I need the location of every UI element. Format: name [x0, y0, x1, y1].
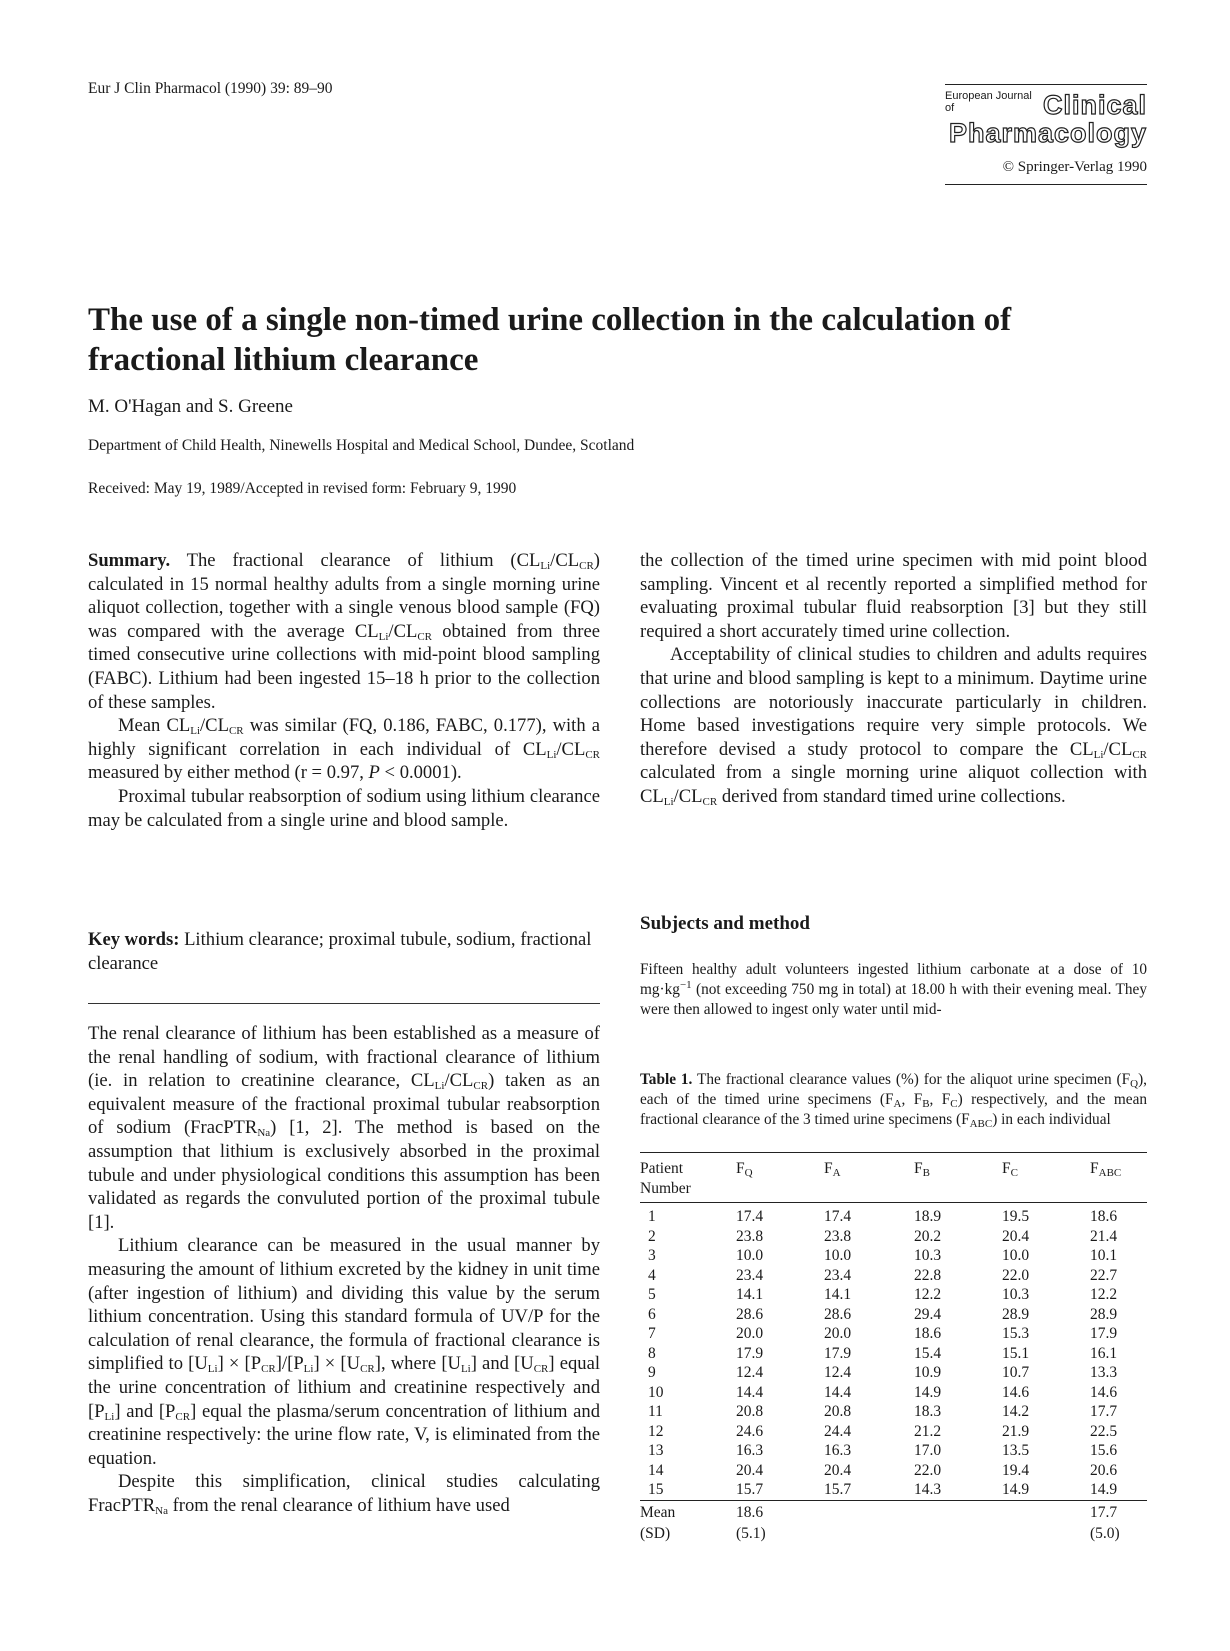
table-row [640, 1344, 1147, 1364]
value-cell: 15.6 [1090, 1442, 1118, 1459]
journal-line-1 [945, 91, 1147, 119]
patient-number-cell: 12 [648, 1422, 664, 1440]
patient-number-cell: 8 [648, 1344, 656, 1362]
mean-fq: 18.6 [736, 1503, 764, 1521]
value-cell: 29.4 [914, 1305, 942, 1323]
table-row [640, 1324, 1147, 1344]
table-row [640, 1305, 1147, 1325]
authors: M. O'Hagan and S. Greene [88, 396, 293, 417]
value-cell: 17.7 [1090, 1403, 1118, 1420]
table-row [640, 1246, 1147, 1266]
summary-paragraph-3: Proximal tubular reabsorption of sodium using lithium clearance may be calculated from a single urine and blood sample. [88, 785, 600, 831]
value-cell: 18.3 [914, 1403, 942, 1420]
value-cell: 18.6 [1090, 1208, 1118, 1225]
fractional-clearance-table [640, 1152, 1147, 1544]
intro-paragraph-3: Despite this simplification, clinical studies calculating FracPTR$_{Na}$ from the renal clearance of lithium have used [88, 1471, 600, 1517]
patient-number-cell: 6 [648, 1305, 656, 1323]
table-row [640, 1203, 1147, 1227]
summary-paragraph-1: Summary. The fractional clearance of lithium $(CL_{Li}/CL_{CR})$ calculated in 15 normal healthy adults from a single morning urine aliquot collection, together with a single venous blood sample (FQ) was compared with the average $CL_{Li}/CL_{CR}$ obtained from three timed consecutive urine collections with mid-point blood sampling (FABC). Lithium had been ingested 15–18 h prior to the collection of these samples. [88, 550, 600, 713]
value-cell: 22.8 [914, 1266, 942, 1284]
value-cell: 21.9 [1002, 1422, 1030, 1440]
value-cell: 16.1 [1090, 1344, 1118, 1362]
value-cell: 15.4 [914, 1344, 942, 1362]
value-cell: 21.4 [1090, 1227, 1118, 1245]
table-row [640, 1441, 1147, 1461]
value-cell: 20.4 [736, 1461, 764, 1479]
header-fb: $F_B$ [914, 1160, 930, 1179]
intro-paragraph-4: the collection of the timed urine specimen with mid point blood sampling. Vincent et al recently reported a simplified method for evaluating proximal tubular fluid reabsorption [3] but they still required a short accurately timed urine collection. [640, 550, 1147, 642]
table-row [640, 1266, 1147, 1286]
journal-word-clinical: Clinical [1042, 90, 1147, 120]
value-cell: 23.4 [824, 1266, 852, 1284]
patient-number-cell: 1 [648, 1208, 656, 1225]
header-fabc: $F_{ABC}$ [1090, 1160, 1122, 1179]
value-cell: 23.8 [736, 1227, 764, 1245]
header-fa: $F_A$ [824, 1160, 841, 1179]
table-header-row [640, 1153, 1147, 1203]
value-cell: 10.7 [1002, 1364, 1030, 1381]
patient-number-cell: 13 [648, 1442, 664, 1459]
value-cell: 10.3 [1002, 1286, 1030, 1303]
value-cell: 17.9 [1090, 1325, 1118, 1342]
table-row [640, 1402, 1147, 1422]
value-cell: 10.1 [1090, 1247, 1118, 1264]
value-cell: 28.9 [1002, 1305, 1030, 1323]
value-cell: 17.9 [736, 1344, 764, 1362]
table-row [640, 1363, 1147, 1383]
article-title: The use of a single non-timed urine collection in the calculation of fractional lithium clearance [88, 302, 1012, 378]
journal-logo [945, 84, 1147, 185]
value-cell: 14.6 [1090, 1383, 1118, 1401]
patient-number-cell: 3 [648, 1247, 656, 1264]
keywords-label: Key words: [88, 929, 180, 950]
value-cell: 12.2 [914, 1286, 942, 1303]
value-cell: 28.6 [736, 1305, 764, 1323]
patient-number-cell: 15 [648, 1481, 664, 1498]
value-cell: 14.1 [736, 1286, 764, 1303]
patient-number-cell: 5 [648, 1286, 656, 1303]
value-cell: 20.0 [736, 1325, 764, 1342]
patient-number-cell: 9 [648, 1364, 656, 1381]
value-cell: 14.1 [824, 1286, 852, 1303]
table-row [640, 1227, 1147, 1247]
value-cell: 15.7 [824, 1481, 852, 1498]
value-cell: 14.4 [736, 1383, 764, 1401]
value-cell: 23.8 [824, 1227, 852, 1245]
value-cell: 18.6 [914, 1325, 942, 1342]
value-cell: 14.3 [914, 1481, 942, 1498]
value-cell: 19.4 [1002, 1461, 1030, 1479]
value-cell: 28.9 [1090, 1305, 1118, 1323]
sd-fq: (5.1) [736, 1525, 766, 1542]
value-cell: 20.0 [824, 1325, 852, 1342]
header-patient-number: Patient Number [640, 1160, 691, 1197]
value-cell: 22.0 [914, 1461, 942, 1479]
journal-line-2 [945, 119, 1147, 149]
keywords-block [88, 928, 600, 975]
value-cell: 14.9 [1090, 1481, 1118, 1498]
patient-number-cell: 2 [648, 1227, 656, 1245]
value-cell: 12.2 [1090, 1286, 1118, 1303]
value-cell: 21.2 [914, 1422, 942, 1440]
value-cell: 20.8 [736, 1403, 764, 1420]
value-cell: 14.9 [1002, 1481, 1030, 1498]
table-row [640, 1285, 1147, 1305]
value-cell: 14.4 [824, 1383, 852, 1401]
value-cell: 22.0 [1002, 1266, 1030, 1284]
sd-label: (SD) [640, 1525, 671, 1542]
value-cell: 28.6 [824, 1305, 852, 1323]
value-cell: 10.0 [736, 1247, 764, 1264]
intro-paragraph-2: Lithium clearance can be measured in the usual manner by measuring the amount of lithium excreted by the kidney in unit time (after ingestion of lithium) and dividing this value by the serum lithium concentration. Using this standard formula of UV/P for the calculation of renal clearance, the formula of fractional clearance is simplified to $[U_{Li}] \times [P_{CR}]/[P_{Li}] \times [U_{CR}]$, where $[U_{Li}]$ and $[U_{CR}]$ equal the urine concentration of lithium and creatinine respectively and $[P_{Li}]$ and $[P_{CR}]$ equal the plasma/serum concentration of lithium and creatinine respectively: the urine flow rate, V, is eliminated from the equation. [88, 1235, 601, 1469]
logo-top-rule [945, 84, 1147, 85]
mean-label: Mean [640, 1503, 676, 1521]
table-row [640, 1422, 1147, 1442]
copyright: © Springer-Verlag 1990 [1002, 159, 1147, 175]
summary-block [88, 549, 600, 832]
sd-fabc: (5.0) [1090, 1525, 1120, 1542]
header-fq: $F_Q$ [736, 1160, 753, 1179]
value-cell: 14.6 [1002, 1383, 1030, 1401]
value-cell: 18.9 [914, 1208, 942, 1225]
section-heading-subjects: Subjects and method [640, 913, 810, 934]
value-cell: 17.4 [824, 1208, 852, 1225]
summary-divider [88, 1003, 600, 1004]
table-row [640, 1461, 1147, 1481]
value-cell: 15.1 [1002, 1344, 1030, 1362]
patient-number-cell: 4 [648, 1266, 656, 1284]
value-cell: 20.2 [914, 1227, 942, 1245]
intro-paragraph-1: The renal clearance of lithium has been established as a measure of the renal handling of sodium, with fractional clearance of lithium (ie. in relation to creatinine clearance, $CL_{Li}/CL_{CR}$) taken as an equivalent measure of the fractional proximal tubular reabsorption of sodium (FracPTR$_{Na}$) [1, 2]. The method is based on the assumption that lithium is exclusively absorbed in the proximal tubule and under physiological conditions this assumption has been validated as regards the convuluted portion of the proximal tubule [1]. [88, 1023, 601, 1233]
value-cell: 24.4 [824, 1422, 852, 1440]
keywords-text: Lithium clearance; proximal tubule, sodium, fractional clearance [88, 929, 592, 974]
summary-paragraph-2: Mean $CL_{Li}/CL_{CR}$ was similar (FQ, 0.186, FABC, 0.177), with a highly significant correlation in each individual of $CL_{Li}/CL_{CR}$ measured by either method (r = 0.97, P < 0.0001). [88, 715, 600, 784]
value-cell: 20.6 [1090, 1461, 1118, 1479]
value-cell: 15.3 [1002, 1325, 1030, 1342]
patient-number-cell: 11 [648, 1403, 663, 1420]
table-caption: Table 1. The fractional clearance values (%) for the aliquot urine specimen $(F_Q)$, each of the timed urine specimens ($F_A$, $F_B$, $F_C$) respectively, and the mean fractional clearance of the 3 timed urine specimens $(F_{ABC})$ in each individual [640, 1071, 1148, 1130]
intro-paragraph-5: Acceptability of clinical studies to children and adults requires that urine and blood sampling is kept to a minimum. Daytime urine collections are notoriously inaccurate particularly in children. Home based investigations require very simple protocols. We therefore devised a study protocol to compare the $CL_{Li}/CL_{CR}$ calculated from a single morning urine aliquot collection with $CL_{Li}/CL_{CR}$ derived from standard timed urine collections. [640, 644, 1147, 808]
value-cell: 16.3 [736, 1442, 764, 1459]
value-cell: 14.2 [1002, 1403, 1030, 1420]
journal-small-text: European Journal of [945, 90, 1032, 114]
table-body [640, 1203, 1147, 1501]
table-mean-row [640, 1500, 1147, 1522]
value-cell: 17.0 [914, 1442, 942, 1459]
patient-number-cell: 14 [648, 1461, 664, 1479]
introduction [88, 1022, 600, 1517]
value-cell: 10.3 [914, 1247, 942, 1264]
affiliation: Department of Child Health, Ninewells Hospital and Medical School, Dundee, Scotland [88, 437, 635, 454]
summary-label: Summary. [88, 550, 171, 571]
value-cell: 24.6 [736, 1422, 764, 1440]
patient-number-cell: 10 [648, 1383, 664, 1401]
table-caption-label: Table 1. [640, 1071, 693, 1088]
logo-bottom-rule [945, 184, 1147, 185]
value-cell: 20.4 [824, 1461, 852, 1479]
value-cell: 10.0 [824, 1247, 852, 1264]
value-cell: 17.4 [736, 1208, 764, 1225]
header-fc: $F_C$ [1002, 1160, 1018, 1179]
value-cell: 14.9 [914, 1383, 942, 1401]
table-row [640, 1480, 1147, 1500]
value-cell: 10.0 [1002, 1247, 1030, 1264]
value-cell: 22.5 [1090, 1422, 1118, 1440]
value-cell: 17.9 [824, 1344, 852, 1362]
value-cell: 20.4 [1002, 1227, 1030, 1245]
value-cell: 19.5 [1002, 1208, 1030, 1225]
value-cell: 16.3 [824, 1442, 852, 1459]
mean-fabc: 17.7 [1090, 1503, 1118, 1521]
right-column-text [640, 549, 1147, 809]
received-date: Received: May 19, 1989/Accepted in revised form: February 9, 1990 [88, 480, 517, 497]
keywords [88, 928, 600, 975]
journal-citation: Eur J Clin Pharmacol (1990) 39: 89–90 [88, 80, 333, 97]
value-cell: 20.8 [824, 1403, 852, 1420]
table-row [640, 1383, 1147, 1403]
methods-paragraph: Fifteen healthy adult volunteers ingested lithium carbonate at a dose of 10 $mg\cdot kg^{-1}$ (not exceeding 750 mg in total) at 18.00 h with their evening meal. They were then allowed to ingest only water until mid- [640, 961, 1147, 1018]
value-cell: 15.7 [736, 1481, 764, 1498]
value-cell: 12.4 [736, 1364, 764, 1381]
value-cell: 22.7 [1090, 1266, 1118, 1284]
patient-number-cell: 7 [648, 1325, 656, 1342]
value-cell: 13.3 [1090, 1364, 1118, 1381]
value-cell: 23.4 [736, 1266, 764, 1284]
table-sd-row [640, 1522, 1147, 1544]
value-cell: 13.5 [1002, 1442, 1030, 1459]
journal-word-pharmacology: Pharmacology [948, 118, 1147, 148]
value-cell: 12.4 [824, 1364, 852, 1381]
value-cell: 10.9 [914, 1364, 942, 1381]
